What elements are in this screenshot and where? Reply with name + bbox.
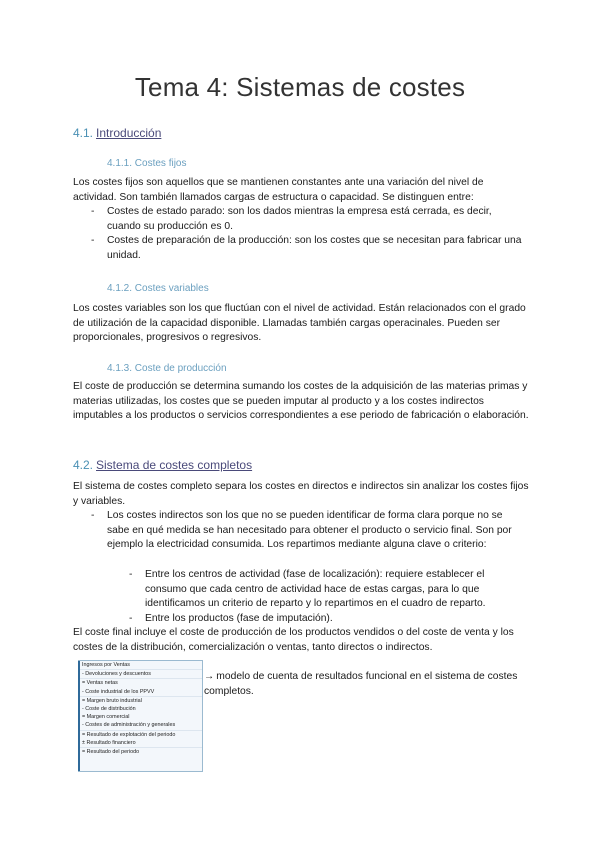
list-item [91, 509, 527, 553]
list-item [91, 234, 525, 263]
dash-bullet: - [129, 613, 133, 624]
section-link-sistema-costes-completos[interactable]: Sistema de costes completos [96, 458, 253, 472]
figure-row: = Resultado del periodo [82, 749, 140, 756]
figure-row: - Costes de administración y generales [79, 721, 202, 730]
figure-row: = Ventas netas [82, 680, 118, 687]
arrow-right-icon: → [204, 671, 215, 682]
dash-bullet: - [91, 510, 95, 521]
subsection-heading-4-1-3: 4.1.3. Coste de producción [107, 363, 227, 374]
paragraph-sistema-costes: El sistema de costes completo separa los costes en directos e indirectos sin analizar los costes fijos y variables. [73, 481, 529, 507]
paragraph-coste-produccion: El coste de producción se determina sumando los costes de la adquisición de las materias primas y materias utilizadas, los costes que se pueden imputar al producto y a los costes indirectos imputables a los productos o servicios correspondientes a ese periodo de fabricación o elaboración. [73, 381, 529, 422]
dash-bullet: - [91, 206, 95, 217]
paragraph-costes-variables: Los costes variables son los que fluctúan con el nivel de actividad. Están relacionados con el grado de utilización de la capacidad disponible. Llamadas también cargas operacinales. Pueden ser proporcionales, progresivos o regresivos. [73, 303, 526, 344]
section-link-introduccion[interactable]: Introducción [96, 126, 162, 140]
figure-accent-bar [78, 661, 80, 771]
list-item [91, 205, 525, 234]
dash-bullet: - [129, 569, 133, 580]
figure-row: - Coste de distribución [82, 706, 136, 713]
list-item-text: Costes de preparación de la producción: son los costes que se necesitan para fabricar una unidad. [107, 235, 522, 261]
figure-row: - Coste industrial de los PPVV [79, 688, 202, 697]
paragraph-coste-final: El coste final incluye el coste de producción de los productos vendidos o del coste de venta y los costes de la distribución, comercialización o ventas, tanto directos o indirectos. [73, 627, 514, 653]
sub-list-item [129, 612, 525, 627]
subsection-heading-4-1-1: 4.1.1. Costes fijos [107, 158, 187, 169]
list-item-text: Los costes indirectos son los que no se pueden identificar de forma clara porque no se sabe en qué medida se han necesitado para obtener el producto o servicio final. Son por ejemplo la electricidad consumida. Los repartimos mediante alguna clave o criterio: [107, 510, 512, 551]
dash-bullet: - [91, 235, 95, 246]
figure-caption-text: modelo de cuenta de resultados funcional en el sistema de costes completos. [204, 671, 518, 697]
figure-row: - Devoluciones y descuentos [79, 670, 202, 679]
section-heading-4-1 [73, 126, 161, 140]
list-item-text: Entre los centros de actividad (fase de localización): requiere establecer el consumo que cada centro de actividad hace de estas cargas, para lo que identificamos un criterio de reparto y lo repartimos en el cuadro de reparto. [145, 569, 486, 610]
income-statement-figure [78, 660, 203, 772]
figure-row: Ingresos por Ventas [79, 661, 202, 670]
section-number: 4.1. [73, 126, 94, 140]
figure-row: = Margen bruto industrial [82, 697, 142, 704]
figure-caption [204, 670, 524, 699]
list-item-text: Entre los productos (fase de imputación). [145, 613, 333, 624]
section-number: 4.2. [73, 458, 94, 472]
subsection-heading-4-1-2: 4.1.2. Costes variables [107, 283, 209, 294]
section-heading-4-2 [73, 458, 252, 472]
sub-list-item [129, 568, 525, 612]
figure-row: = Margen comercial [82, 714, 130, 721]
list-item-text: Costes de estado parado: son los dados mientras la empresa está cerrada, es decir, cuando su producción es 0. [107, 206, 492, 232]
page-title: Tema 4: Sistemas de costes [134, 72, 466, 102]
figure-row: ± Resultado financiero [79, 739, 202, 748]
paragraph-costes-fijos: Los costes fijos son aquellos que se mantienen constantes ante una variación del nivel de actividad. Son también llamados cargas de estructura o capacidad. Se distinguen entre: [73, 177, 484, 203]
figure-row: = Resultado de explotación del periodo [82, 731, 176, 738]
